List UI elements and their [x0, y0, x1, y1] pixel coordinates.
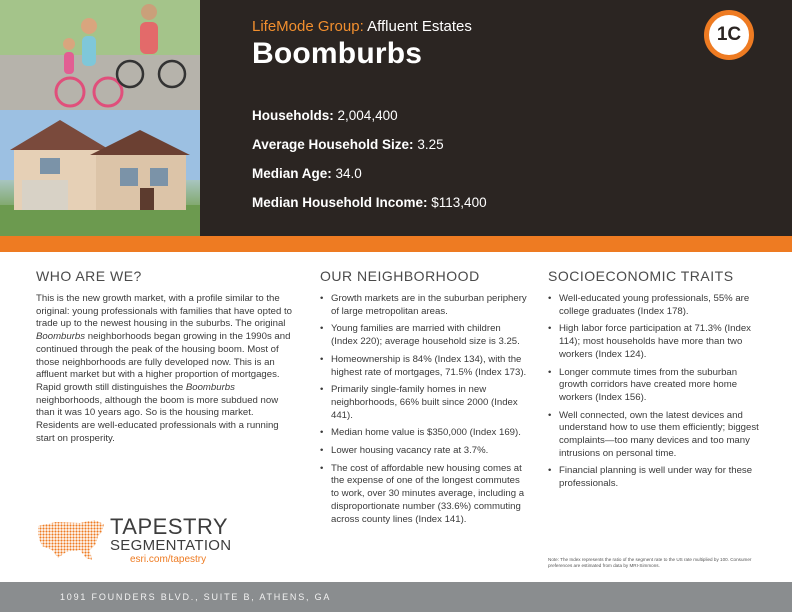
list-item: • Primarily single-family homes in new neighborhoods, 66% built since 2000 (Index 441).: [320, 384, 530, 422]
logo-word-segmentation: SEGMENTATION: [110, 537, 232, 554]
stat-value: 3.25: [417, 137, 444, 152]
page-title: Boomburbs: [252, 37, 423, 70]
key-stats: [252, 108, 487, 224]
photo-column: [0, 0, 200, 236]
family-cycling-photo: [0, 0, 200, 110]
text-run: neighborhoods, although the boom is more subdued now than it was 10 years ago. So is the housing market. Residents are well-educated professionals with a running start on prosperity.: [36, 394, 279, 444]
stat-label: Average Household Size:: [252, 137, 414, 152]
socioeconomic-list: [548, 293, 763, 491]
segment-name-italic: Boomburbs: [185, 381, 235, 393]
section-heading: WHO ARE WE?: [36, 268, 142, 284]
section-heading: OUR NEIGHBORHOOD: [320, 268, 480, 284]
index-footnote: Note: The Index represents the ratio of the segment rate to the US rate multiplied by 100. Consumer preferences are estimated from data by MRI-Simmons.: [548, 557, 752, 568]
list-item: • Young families are married with children (Index 220); average household size is 3.25.: [320, 323, 530, 348]
logo-wordmark: [110, 516, 231, 565]
stat-label: Median Age:: [252, 166, 332, 181]
list-item: • Well connected, own the latest devices and understand how to use them efficiently; biggest complaints—too many devices and too many intrusions on personal time.: [548, 410, 763, 461]
socioeconomic-traits-section: [548, 268, 763, 496]
text-run: This is the new growth market, with a profile similar to the original: young professionals with families that have opted to trade up to the newest housing in the suburbs. The original: [36, 293, 292, 330]
tapestry-url-link[interactable]: esri.com/tapestry: [130, 554, 207, 565]
lifemode-group-line: [252, 18, 472, 35]
header-title-block: [252, 18, 472, 71]
stat-median-income: [252, 195, 487, 224]
lifemode-label: LifeMode Group:: [252, 18, 364, 35]
stat-label: Median Household Income:: [252, 195, 428, 210]
stat-households: [252, 108, 487, 137]
footer-address: 1091 FOUNDERS BLVD., SUITE B, ATHENS, GA: [60, 592, 332, 602]
list-item: • The cost of affordable new housing comes at the expense of one of the longest commutes to work, over 30 minutes average, including a disproportionate number (33.6%) commuting across county lines (Index 141).: [320, 463, 530, 527]
list-item: • Lower housing vacancy rate at 3.7%.: [320, 445, 530, 458]
stat-median-age: [252, 166, 487, 195]
segment-code-badge: 1C: [704, 10, 754, 60]
list-item: • Longer commute times from the suburban growth corridors have created more home workers (Index 156).: [548, 367, 763, 405]
tapestry-logo: [36, 516, 236, 568]
list-item: • Financial planning is well under way for these professionals.: [548, 465, 763, 490]
stat-value: 2,004,400: [337, 108, 398, 123]
stat-value: 34.0: [335, 166, 362, 181]
stat-value: $113,400: [431, 195, 487, 210]
accent-divider: [0, 236, 792, 252]
list-item: • Well-educated young professionals, 55% are college graduates (Index 178).: [548, 293, 763, 318]
footer-bar: [0, 582, 792, 612]
segment-name-italic: Boomburbs: [36, 331, 86, 343]
who-are-we-section: [36, 268, 298, 445]
stat-label: Households:: [252, 108, 334, 123]
house-photo: [0, 110, 200, 236]
list-item: • Median home value is $350,000 (Index 169).: [320, 427, 530, 440]
us-map-dots-icon: [36, 518, 108, 562]
list-item: • Growth markets are in the suburban periphery of large metropolitan areas.: [320, 293, 530, 318]
section-heading: SOCIOECONOMIC TRAITS: [548, 268, 734, 284]
neighborhood-list: [320, 293, 530, 526]
who-are-we-paragraph: [36, 293, 298, 445]
our-neighborhood-section: [320, 268, 530, 531]
lifemode-group-name: Affluent Estates: [367, 18, 472, 35]
stat-household-size: [252, 137, 487, 166]
header-banner: [0, 0, 792, 236]
list-item: • Homeownership is 84% (Index 134), with the highest rate of mortgages, 71.5% (Index 173).: [320, 354, 530, 379]
text-run: neighborhoods began growing in the 1990s and continued through the peak of the housing boom. Most of those neighborhoods are fully developed now. This is an affluent market but with a higher proportion of mortgages. Rapid growth still distinguishes the: [36, 331, 291, 393]
list-item: • High labor force participation at 71.3% (Index 114); most households have more than two workers (Index 124).: [548, 323, 763, 361]
logo-word-tapestry: TAPESTRY: [110, 514, 229, 539]
